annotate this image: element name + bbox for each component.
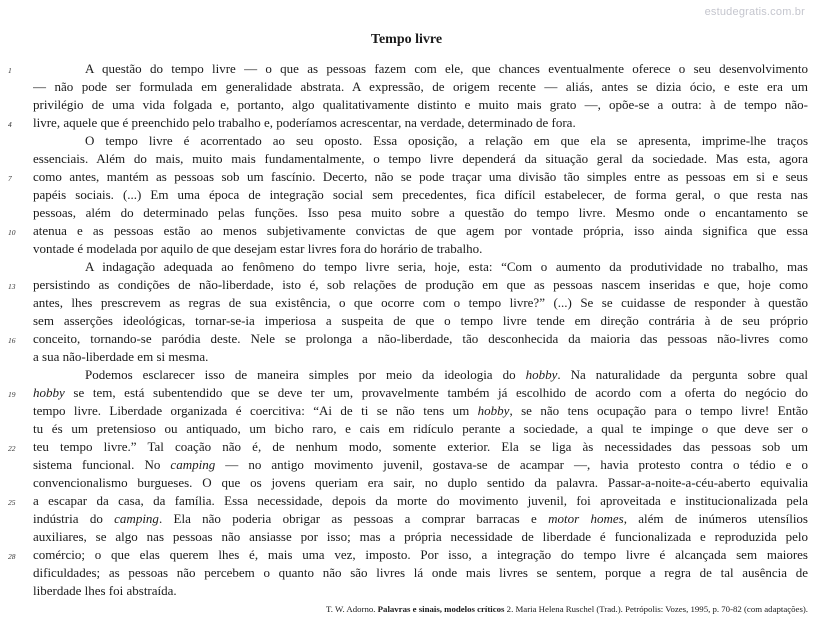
text-line (0, 222, 813, 240)
line-number: 7 (8, 174, 12, 183)
text-line (0, 168, 813, 186)
line-text: a sua não-liberdade em si mesma. (33, 349, 209, 364)
line-text: privilégio de uma vida folgada e, portanto, algo qualitativamente distinto e muito mais grato —, opõe-se a outra: à de tempo não- (33, 97, 808, 112)
line-number: 10 (8, 228, 16, 237)
line-text: antes, lhes prescrevem as regras de sua existência, o que ocorre com o tempo livre?” (...) Se se cuidasse de responder à questão (33, 295, 808, 310)
line-text: O tempo livre é acorrentado ao seu oposto. Essa oposição, a relação em que ela se apresenta, imprime-lhe traços (85, 133, 808, 148)
citation-author: T. W. Adorno. (326, 604, 378, 614)
line-text: pessoas, além do determinado pelas funções. Isso pesa muito sobre a questão do tempo livre. Mesmo onde o encantamento se (33, 205, 808, 220)
line-text: auxiliares, se algo nas pessoas não ansiasse por isso; mas a própria necessidade de liberdade é funcionalizada e reproduzida pelo (33, 529, 808, 544)
text-line (0, 96, 813, 114)
text-line (0, 78, 813, 96)
line-text: sistema funcional. No camping — no antigo movimento juvenil, gostava-se de acampar —, havia protesto contra o tédio e o (33, 457, 808, 472)
line-text: A questão do tempo livre — o que as pessoas fazem com ele, que chances eventualmente oferece o seu desenvolvimento (85, 61, 808, 76)
text-line (0, 312, 813, 330)
line-text: hobby se tem, está subentendido que se deve ter um, provavelmente também já escolhido de acordo com a oferta do negócio do (33, 385, 808, 400)
text-line (0, 240, 813, 258)
line-text: conceito, tornando-se paródia deste. Nele se prolonga a não-liberdade, tão desconhecida da maioria das pessoas não-livres como (33, 331, 808, 346)
text-line (0, 348, 813, 366)
line-text: — não pode ser formulada em generalidade abstrata. A expressão, de origem recente — aliás, antes se dizia ócio, e este era um (33, 79, 808, 94)
text-line (0, 258, 813, 276)
line-number: 28 (8, 552, 16, 561)
line-text: Podemos esclarecer isso de maneira simples por meio da ideologia do hobby. Na naturalidade da pergunta sobre qual (85, 367, 808, 382)
line-text: livre, aquele que é preenchido pelo trabalho e, poderíamos acrescentar, na verdade, determinado de fora. (33, 115, 576, 130)
text-line (0, 294, 813, 312)
line-text: persistindo as condições de não-liberdade, isto é, sob relações de produção em que as pessoas nascem inseridas e que, hoje como (33, 277, 808, 292)
line-number: 19 (8, 390, 16, 399)
line-number: 4 (8, 120, 12, 129)
text-line (0, 114, 813, 132)
citation (0, 604, 808, 614)
text-line (0, 276, 813, 294)
text-line (0, 420, 813, 438)
line-number: 22 (8, 444, 16, 453)
line-number: 13 (8, 282, 16, 291)
line-text: a escapar da casa, da família. Essa necessidade, depois da morte do movimento juvenil, foi aproveitada e institucionalizada pela (33, 493, 808, 508)
line-number: 16 (8, 336, 16, 345)
line-text: papéis sociais. (...) Em uma época de integração social sem precedentes, fica difícil estabelecer, de forma geral, o que resta nas (33, 187, 808, 202)
text-line (0, 60, 813, 78)
text-line (0, 456, 813, 474)
text-line (0, 438, 813, 456)
text-line (0, 186, 813, 204)
text-line (0, 384, 813, 402)
text-line (0, 528, 813, 546)
citation-details: 2. Maria Helena Ruschel (Trad.). Petrópolis: Vozes, 1995, p. 70-82 (com adaptações). (504, 604, 808, 614)
line-text: teu tempo livre.” Tal coação não é, de nenhum modo, somente exterior. Ela se liga às necessidades das pessoas sob um (33, 439, 808, 454)
line-text: atenua e as pessoas estão ao menos subjetivamente convictas de que agem por vontade própria, isso ainda significa que essa (33, 223, 808, 238)
text-line (0, 402, 813, 420)
text-line (0, 546, 813, 564)
line-text: liberdade lhes foi abstraída. (33, 583, 177, 598)
line-text: sem asserções ideológicas, tornar-se-ia imperiosa a suspeita de que o tempo livre tende em direção contrária à de seu próprio (33, 313, 808, 328)
text-line (0, 330, 813, 348)
line-text: comércio; o que elas querem lhes é, mais uma vez, imposto. Por isso, a integração do tempo livre é alcançada sem maiores (33, 547, 808, 562)
text-line (0, 474, 813, 492)
text-line (0, 492, 813, 510)
line-text: dificuldades; as pessoas não percebem o quanto não são livres lá onde mais livres se sentem, porque a regra de tal ausência de (33, 565, 808, 580)
line-text: convencionalismo burgueses. O que os jovens queriam era sair, no duplo sentido da palavra. Passar-a-noite-a-céu-aberto equivalia (33, 475, 808, 490)
line-text: essenciais. Além do mais, muito mais fundamentalmente, o tempo livre dependerá da situação geral da sociedade. Mas esta, agora (33, 151, 808, 166)
line-number: 1 (8, 66, 12, 75)
text-line (0, 564, 813, 582)
line-text: tempo livre. Liberdade organizada é coercitiva: “Ai de ti se não tens um hobby, se não tens ocupação para o tempo livre! Então (33, 403, 808, 418)
citation-work-title: Palavras e sinais, modelos críticos (377, 604, 505, 614)
text-line (0, 366, 813, 384)
line-text: A indagação adequada ao fenômeno do tempo livre seria, hoje, esta: “Com o aumento da produtividade no trabalho, mas (85, 259, 808, 274)
line-text: tu és um pretensioso ou antiquado, um bicho raro, e cais em ridículo perante a sociedade, a qual te impinge o que deve ser o (33, 421, 808, 436)
line-text: indústria do camping. Ela não poderia obrigar as pessoas a comprar barracas e motor homes, além de inúmeros utensílios (33, 511, 808, 526)
line-text: vontade é modelada por aquilo de que desejam estar livres fora do horário de trabalho. (33, 241, 483, 256)
page-title: Tempo livre (370, 32, 443, 47)
text-line (0, 132, 813, 150)
watermark: estudegratis.com.br (704, 6, 805, 18)
text-line (0, 204, 813, 222)
text-line (0, 582, 813, 600)
line-number: 25 (8, 498, 16, 507)
text-line (0, 510, 813, 528)
line-text: como antes, mantém as pessoas sob um fascínio. Decerto, não se pode traçar uma divisão tão simples entre as pessoas em si e seus (33, 169, 808, 184)
text-block (0, 60, 813, 600)
text-line (0, 150, 813, 168)
